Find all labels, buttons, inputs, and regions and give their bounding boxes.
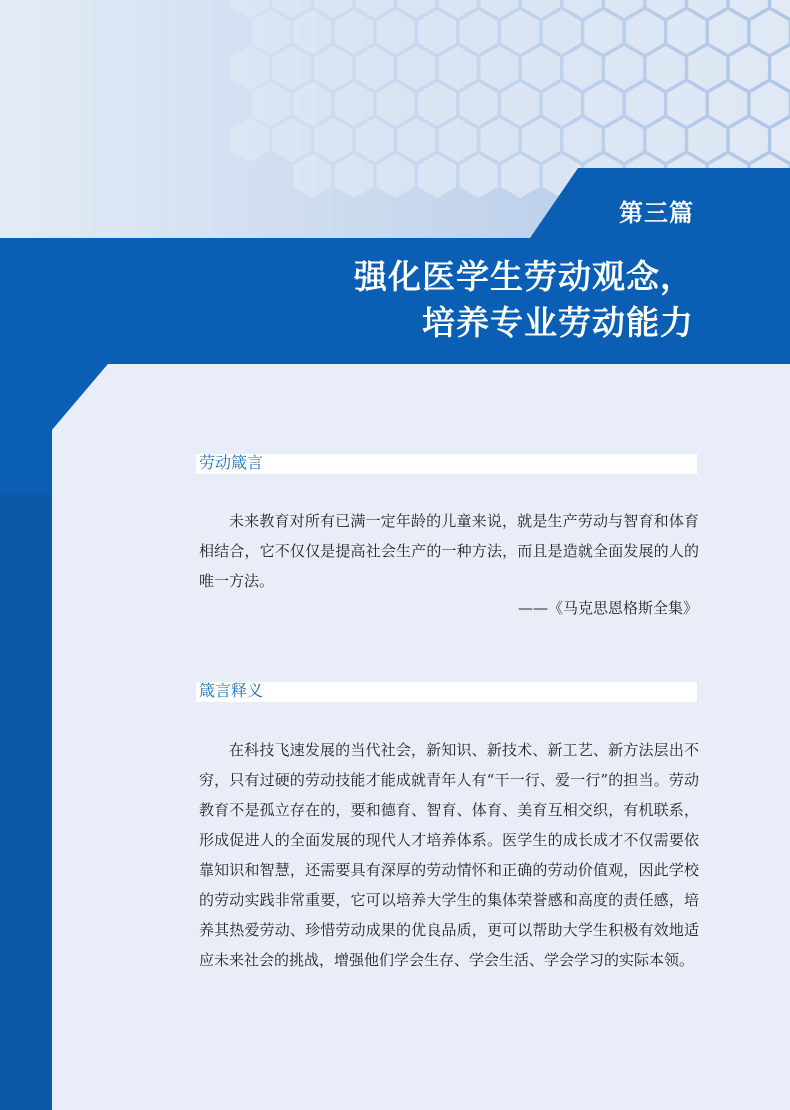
left-edge-accent bbox=[0, 494, 52, 1110]
motto-heading-bar bbox=[196, 454, 697, 474]
interpretation-heading-bar bbox=[196, 682, 697, 702]
part-label: 第三篇 bbox=[619, 199, 694, 227]
chapter-title-line-2: 培养专业劳动能力 bbox=[422, 303, 694, 342]
motto-heading: 劳动箴言 bbox=[199, 453, 264, 472]
motto-text: 未来教育对所有已满一定年龄的儿童来说，就是生产劳动与智育和体育相结合，它不仅仅是提高社会生产的一种方法，而且是造就全面发展的人的唯一方法。 bbox=[199, 512, 699, 590]
interpretation-text: 在科技飞速发展的当代社会，新知识、新技术、新工艺、新方法层出不穷，只有过硬的劳动技能才能成就青年人有“干一行、爱一行”的担当。劳动教育不是孤立存在的，要和德育、智育、体育、美育互相交织，有机联系，形成促进人的全面发展的现代人才培养体系。医学生的成长成才不仅需要依靠知识和智慧，还需要具有深厚的劳动情怀和正确的劳动价值观，因此学校的劳动实践非常重要，它可以培养大学生的集体荣誉感和高度的责任感，培养其热爱劳动、珍惜劳动成果的优良品质，更可以帮助大学生积极有效地适应未来社会的挑战，增强他们学会生存、学会生活、学会学习的实际本领。 bbox=[199, 741, 699, 969]
interpretation-heading: 箴言释义 bbox=[199, 681, 264, 700]
chapter-title-line-1: 强化医学生劳动观念， bbox=[354, 257, 694, 296]
motto-source: ——《马克思恩格斯全集》 bbox=[517, 599, 698, 617]
chapter-title bbox=[354, 254, 694, 346]
